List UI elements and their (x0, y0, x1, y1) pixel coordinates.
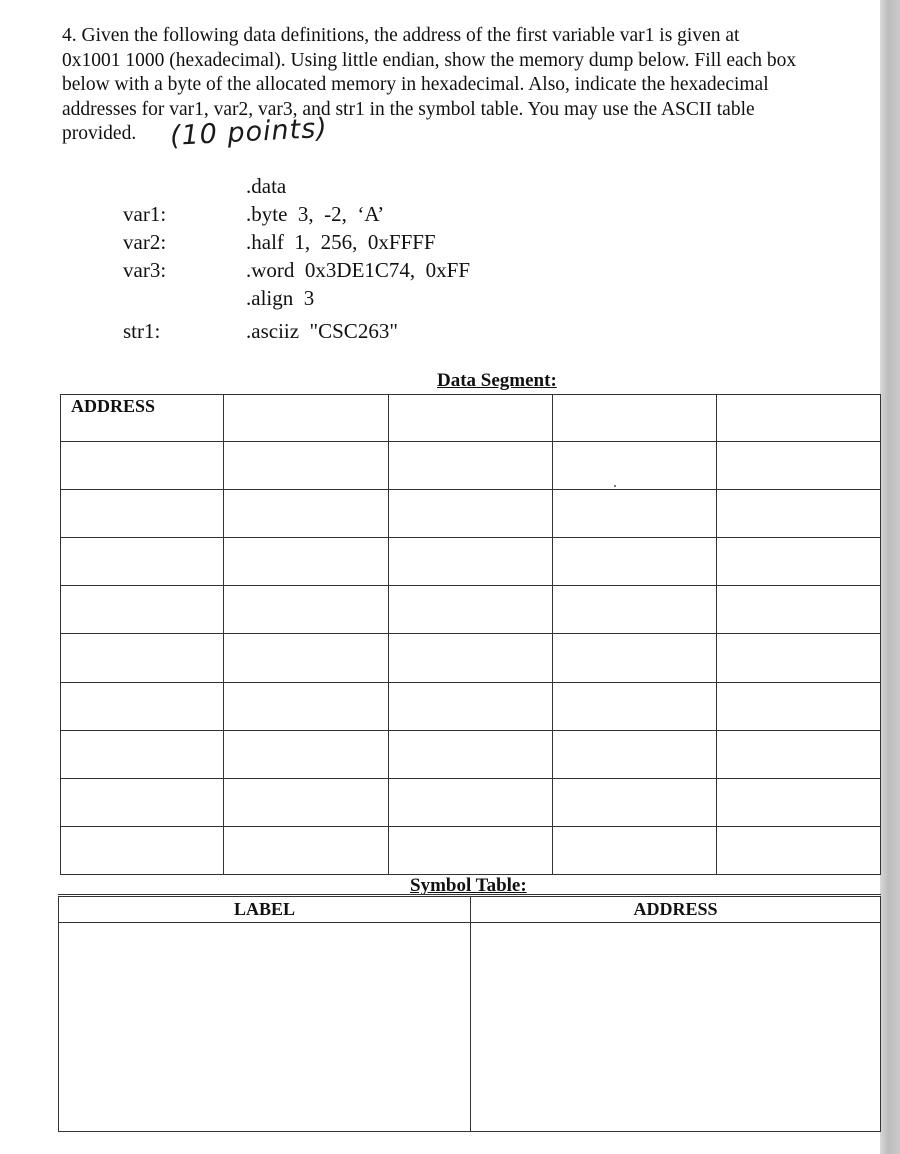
byte-cell[interactable] (553, 538, 717, 586)
byte-cell[interactable] (389, 730, 553, 778)
byte-cell[interactable] (717, 395, 881, 442)
address-cell[interactable] (61, 634, 224, 682)
handwritten-points: (10 points) (169, 112, 329, 152)
page-edge-shadow (880, 0, 900, 1154)
byte-cell[interactable] (389, 395, 553, 442)
label-header: LABEL (59, 896, 471, 923)
data-section-directive: .data (246, 174, 287, 198)
byte-cell[interactable] (389, 490, 553, 538)
byte-cell[interactable] (224, 826, 389, 874)
code-directive: .half 1, 256, 0xFFFF (246, 230, 436, 254)
symbol-address-cell[interactable] (471, 923, 881, 1132)
byte-cell[interactable] (717, 538, 881, 586)
byte-cell[interactable] (224, 490, 389, 538)
byte-cell[interactable] (389, 682, 553, 730)
byte-cell[interactable] (553, 682, 717, 730)
data-segment-table (60, 394, 881, 875)
address-cell[interactable] (61, 442, 224, 490)
address-cell[interactable] (61, 730, 224, 778)
byte-cell[interactable] (389, 826, 553, 874)
byte-cell[interactable] (389, 634, 553, 682)
byte-cell[interactable] (224, 682, 389, 730)
byte-cell[interactable] (717, 442, 881, 490)
question-line: provided. (62, 123, 137, 144)
address-cell[interactable] (61, 586, 224, 634)
byte-cell[interactable] (224, 730, 389, 778)
byte-cell[interactable] (717, 490, 881, 538)
byte-cell[interactable] (717, 682, 881, 730)
address-cell[interactable] (61, 826, 224, 874)
code-label: var3: (123, 258, 167, 282)
byte-cell[interactable] (553, 442, 717, 490)
address-cell[interactable] (61, 778, 224, 826)
byte-cell[interactable] (389, 778, 553, 826)
byte-cell[interactable] (553, 730, 717, 778)
question-line: below with a byte of the allocated memory in hexadecimal. Also, indicate the hexadecimal (62, 74, 769, 95)
question-line: 4. Given the following data definitions, the address of the first variable var1 is given at (62, 25, 740, 46)
byte-cell[interactable] (717, 778, 881, 826)
byte-cell[interactable] (553, 586, 717, 634)
byte-cell[interactable] (389, 586, 553, 634)
stray-mark (614, 485, 616, 487)
byte-cell[interactable] (717, 634, 881, 682)
code-label: str1: (123, 319, 161, 343)
code-directive: .asciiz "CSC263" (246, 319, 398, 343)
byte-cell[interactable] (224, 586, 389, 634)
byte-cell[interactable] (553, 634, 717, 682)
label-cell[interactable] (59, 923, 471, 1132)
byte-cell[interactable] (717, 826, 881, 874)
question-line: addresses for var1, var2, var3, and str1 in the symbol table. You may use the ASCII table (62, 98, 755, 120)
code-directive: .byte 3, -2, ‘A’ (246, 202, 385, 226)
byte-cell[interactable] (389, 442, 553, 490)
byte-cell[interactable] (224, 538, 389, 586)
byte-cell[interactable] (224, 634, 389, 682)
symbol-table (58, 894, 881, 1132)
symbol-address-header: ADDRESS (471, 896, 881, 923)
byte-cell[interactable] (224, 395, 389, 442)
data-segment-title: Data Segment: (437, 370, 557, 391)
symbol-table-title: Symbol Table: (410, 875, 527, 896)
code-directive: .word 0x3DE1C74, 0xFF (246, 258, 471, 282)
address-header: ADDRESS (61, 395, 224, 442)
question-line: 0x1001 1000 (hexadecimal). Using little endian, show the memory dump below. Fill each box (62, 49, 797, 71)
address-cell[interactable] (61, 682, 224, 730)
byte-cell[interactable] (224, 442, 389, 490)
byte-cell[interactable] (389, 538, 553, 586)
code-label: var1: (123, 202, 167, 226)
byte-cell[interactable] (553, 395, 717, 442)
byte-cell[interactable] (553, 826, 717, 874)
address-cell[interactable] (61, 538, 224, 586)
byte-cell[interactable] (553, 490, 717, 538)
code-directive: .align 3 (246, 286, 315, 310)
byte-cell[interactable] (717, 730, 881, 778)
address-cell[interactable] (61, 490, 224, 538)
byte-cell[interactable] (717, 586, 881, 634)
code-label: var2: (123, 230, 167, 254)
byte-cell[interactable] (224, 778, 389, 826)
byte-cell[interactable] (553, 778, 717, 826)
